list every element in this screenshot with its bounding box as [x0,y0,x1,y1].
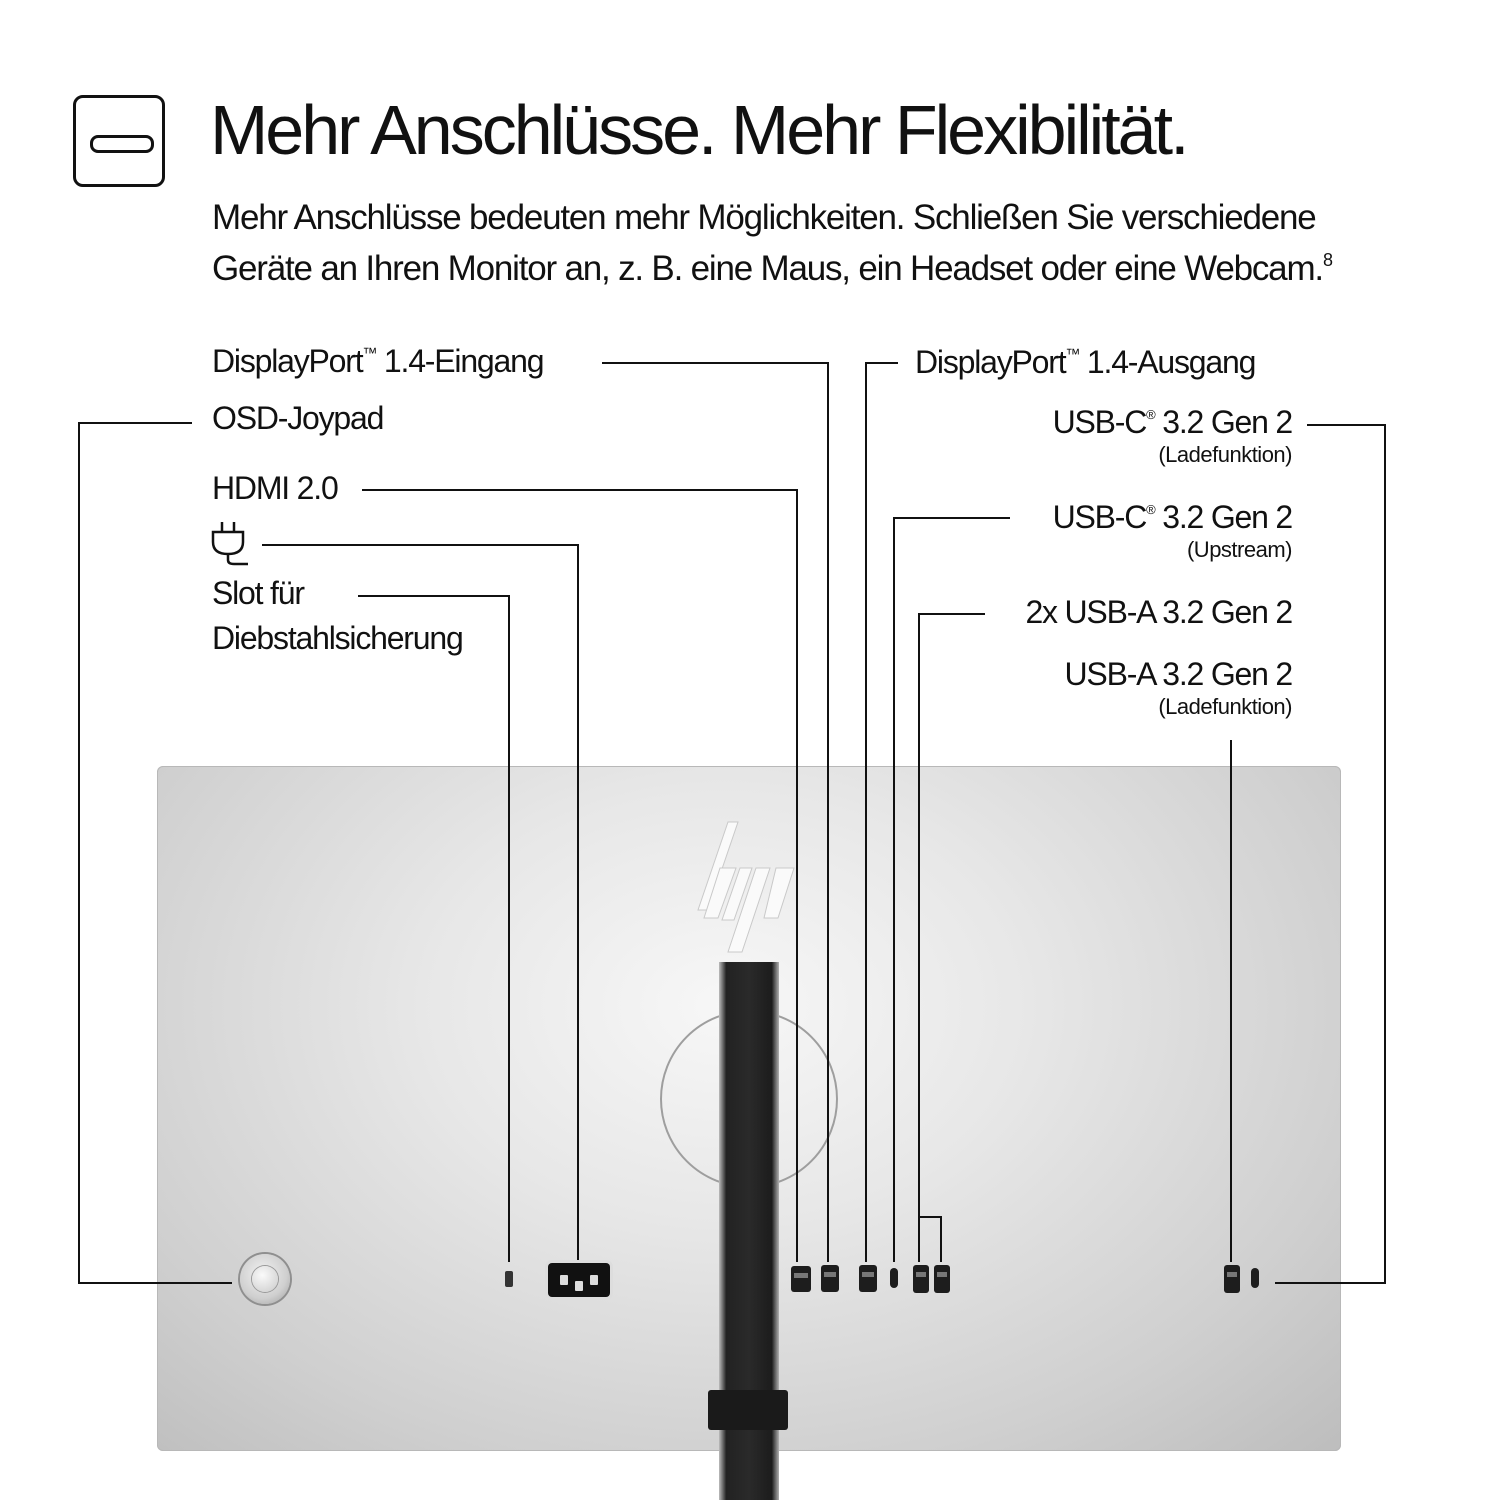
label-usba-charging: USB-A 3.2 Gen 2 (Ladefunktion) [1064,656,1292,719]
usb-c-port-icon [73,95,165,187]
label-usba-2x: 2x USB-A 3.2 Gen 2 [1025,594,1292,630]
label-usbc-charging: USB-C® 3.2 Gen 2 (Ladefunktion) [1052,404,1292,467]
cable-clip [708,1390,788,1430]
page-title: Mehr Anschlüsse. Mehr Flexibilität. [210,91,1187,169]
hp-logo-icon [690,820,810,955]
usba-port-2 [934,1265,950,1293]
osd-joypad[interactable] [240,1254,290,1304]
label-security-slot-line1: Slot für [212,575,304,611]
power-plug-icon [208,520,250,566]
label-displayport-output: DisplayPort™ 1.4-Ausgang [915,344,1256,380]
hdmi-port [791,1266,811,1292]
label-usbc-upstream: USB-C® 3.2 Gen 2 (Upstream) [1052,499,1292,562]
label-security-slot-line2: Diebstahlsicherung [212,620,463,656]
usba-port-1 [913,1265,929,1293]
label-hdmi: HDMI 2.0 [212,470,338,506]
label-osd-joypad: OSD-Joypad [212,400,384,436]
security-slot [505,1271,513,1287]
usba-charging-port [1224,1265,1240,1293]
displayport-out-port [859,1265,877,1292]
displayport-in-port [821,1265,839,1292]
usbc-upstream-port [890,1268,898,1288]
footnote-marker: 8 [1322,250,1332,270]
page-subtitle: Mehr Anschlüsse bedeuten mehr Möglichkeiten. Schließen Sie verschiedene Geräte an Ihren Monitor an, z. B. eine Maus, ein Headset oder eine Webcam.$^8$ [212,198,1332,288]
usbc-charging-port [1251,1268,1259,1288]
label-displayport-input: DisplayPort™ 1.4-Eingang [212,343,544,379]
power-socket [548,1263,610,1297]
